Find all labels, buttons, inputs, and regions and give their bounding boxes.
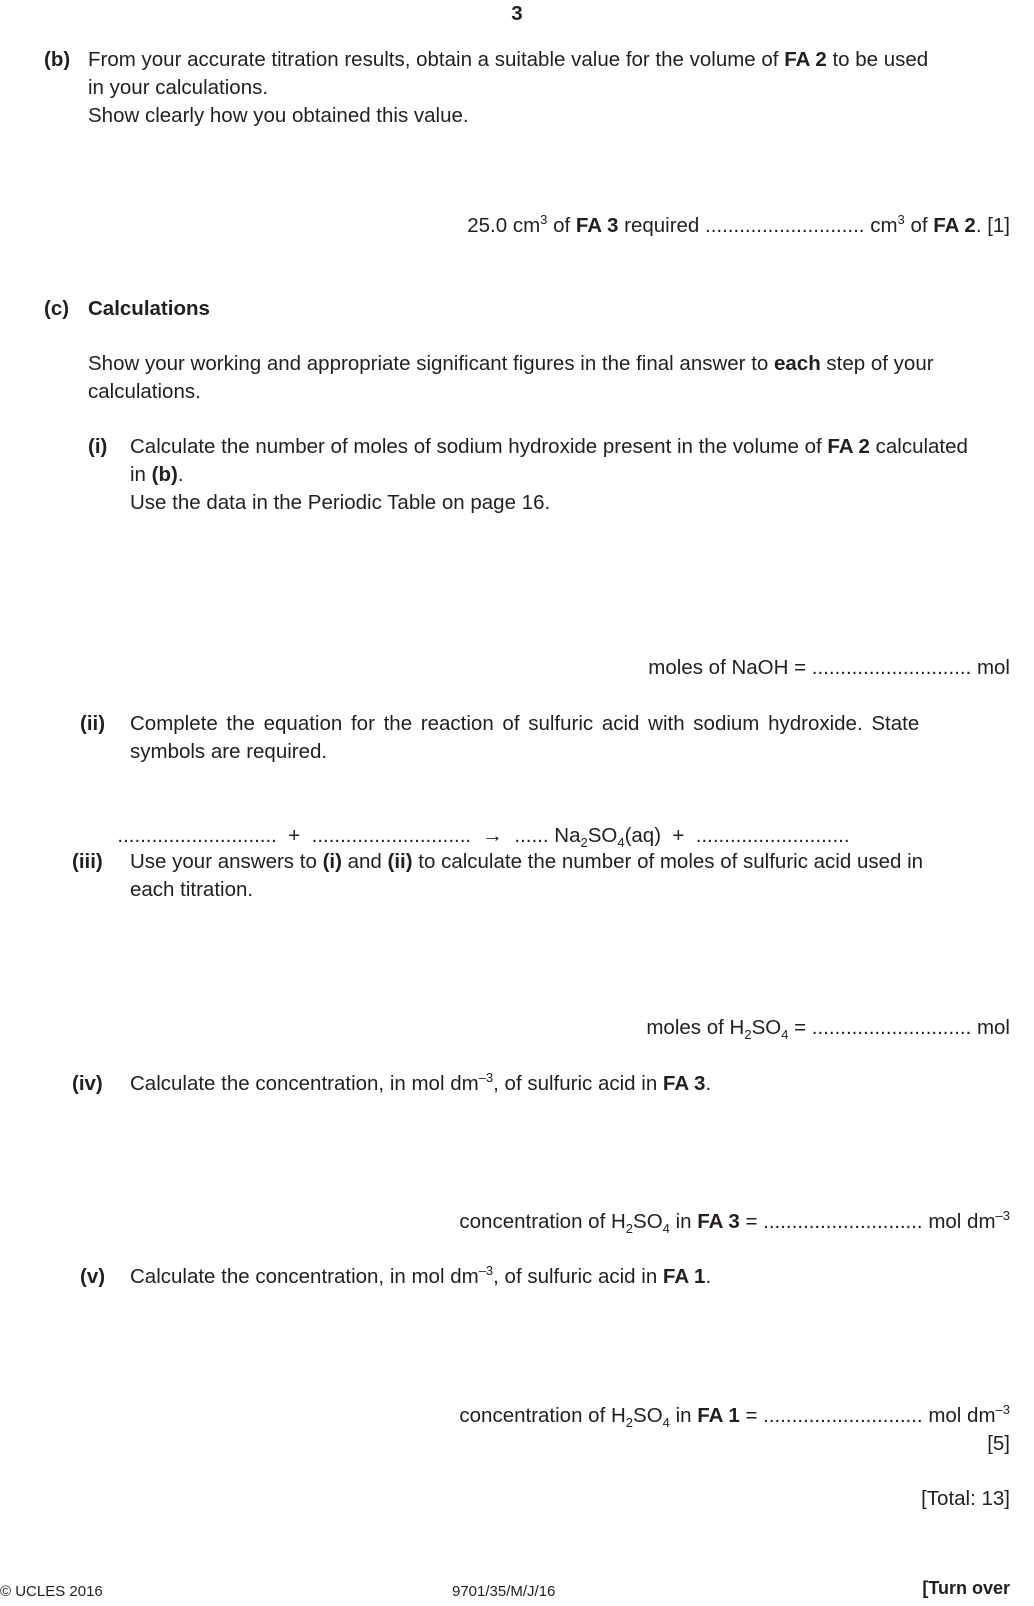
question-b-line3: Show clearly how you obtained this value.: [88, 104, 469, 127]
part-v-label: (v): [80, 1265, 106, 1288]
question-c-intro-line1: Show your working and appropriate significant figures in the final answer to each step of your: [88, 352, 934, 375]
footer-copyright: © UCLES 2016: [0, 1583, 103, 1600]
part-v-text: Calculate the concentration, in mol $dm^{-3}$, of sulfuric acid in FA 1.: [130, 1263, 712, 1288]
part-iv-label: (iv): [72, 1072, 103, 1095]
part-i-line3: Use the data in the Periodic Table on page 16.: [130, 491, 551, 514]
part-ii-equation: ............................ + ............................ → ...... $Na_2SO_4(aq)$ + ...........................: [117, 824, 850, 850]
part-ii-label: (ii): [80, 712, 106, 735]
part-ii-text: [130, 710, 1010, 766]
question-c-intro-line2: calculations.: [88, 380, 201, 403]
part-v-mark: [5]: [987, 1432, 1010, 1455]
footer-paper-code: 9701/35/M/J/16: [452, 1583, 556, 1600]
part-iii-label: (iii): [72, 850, 103, 873]
footer-turn-over: [Turn over: [922, 1578, 1010, 1598]
part-ii-line2: symbols are required.: [130, 740, 328, 763]
part-iii-line1: Use your answers to (i) and (ii) to calculate the number of moles of sulfuric acid used in: [130, 850, 924, 873]
part-iii-text: [130, 848, 1010, 904]
part-iii-answer-line: moles of $H_2SO_4$ = ............................ mol: [646, 1016, 1010, 1042]
part-ii-line1: Complete the equation for the reaction of sulfuric acid with sodium hydroxide. State: [130, 712, 920, 735]
part-iii-line2: each titration.: [130, 878, 254, 901]
question-b-text: [88, 46, 1010, 130]
part-i-answer-line: moles of NaOH = ............................ mol: [648, 656, 1010, 679]
question-c-intro: [88, 350, 1010, 406]
question-c-title: Calculations: [88, 297, 210, 320]
part-iv-answer-line: concentration of $H_2SO_4$ in FA 3 = ............................ mol $dm^{-3}$: [459, 1208, 1010, 1236]
part-iv-text: Calculate the concentration, in mol $dm^{-3}$, of sulfuric acid in FA 3.: [130, 1070, 712, 1095]
question-b-label: (b): [44, 48, 71, 71]
part-i-line2: in (b).: [130, 463, 184, 486]
part-i-label: (i): [88, 435, 108, 458]
part-v-answer-line: concentration of $H_2SO_4$ in FA 1 = ............................ mol $dm^{-3}$: [459, 1402, 1010, 1430]
question-b-answer-line: 25.0 $cm^3$ of FA 3 required ............................ $cm^3$ of FA 2. [1]: [467, 212, 1010, 237]
question-b-line2: in your calculations.: [88, 76, 269, 99]
question-c-label: (c): [44, 297, 70, 320]
total-marks: [Total: 13]: [921, 1487, 1010, 1510]
question-b-line1: From your accurate titration results, obtain a suitable value for the volume of FA 2 to be used: [88, 48, 929, 71]
part-i-text: [130, 433, 1010, 517]
part-i-line1: Calculate the number of moles of sodium hydroxide present in the volume of FA 2 calculated: [130, 435, 968, 458]
page-number: 3: [511, 2, 523, 25]
